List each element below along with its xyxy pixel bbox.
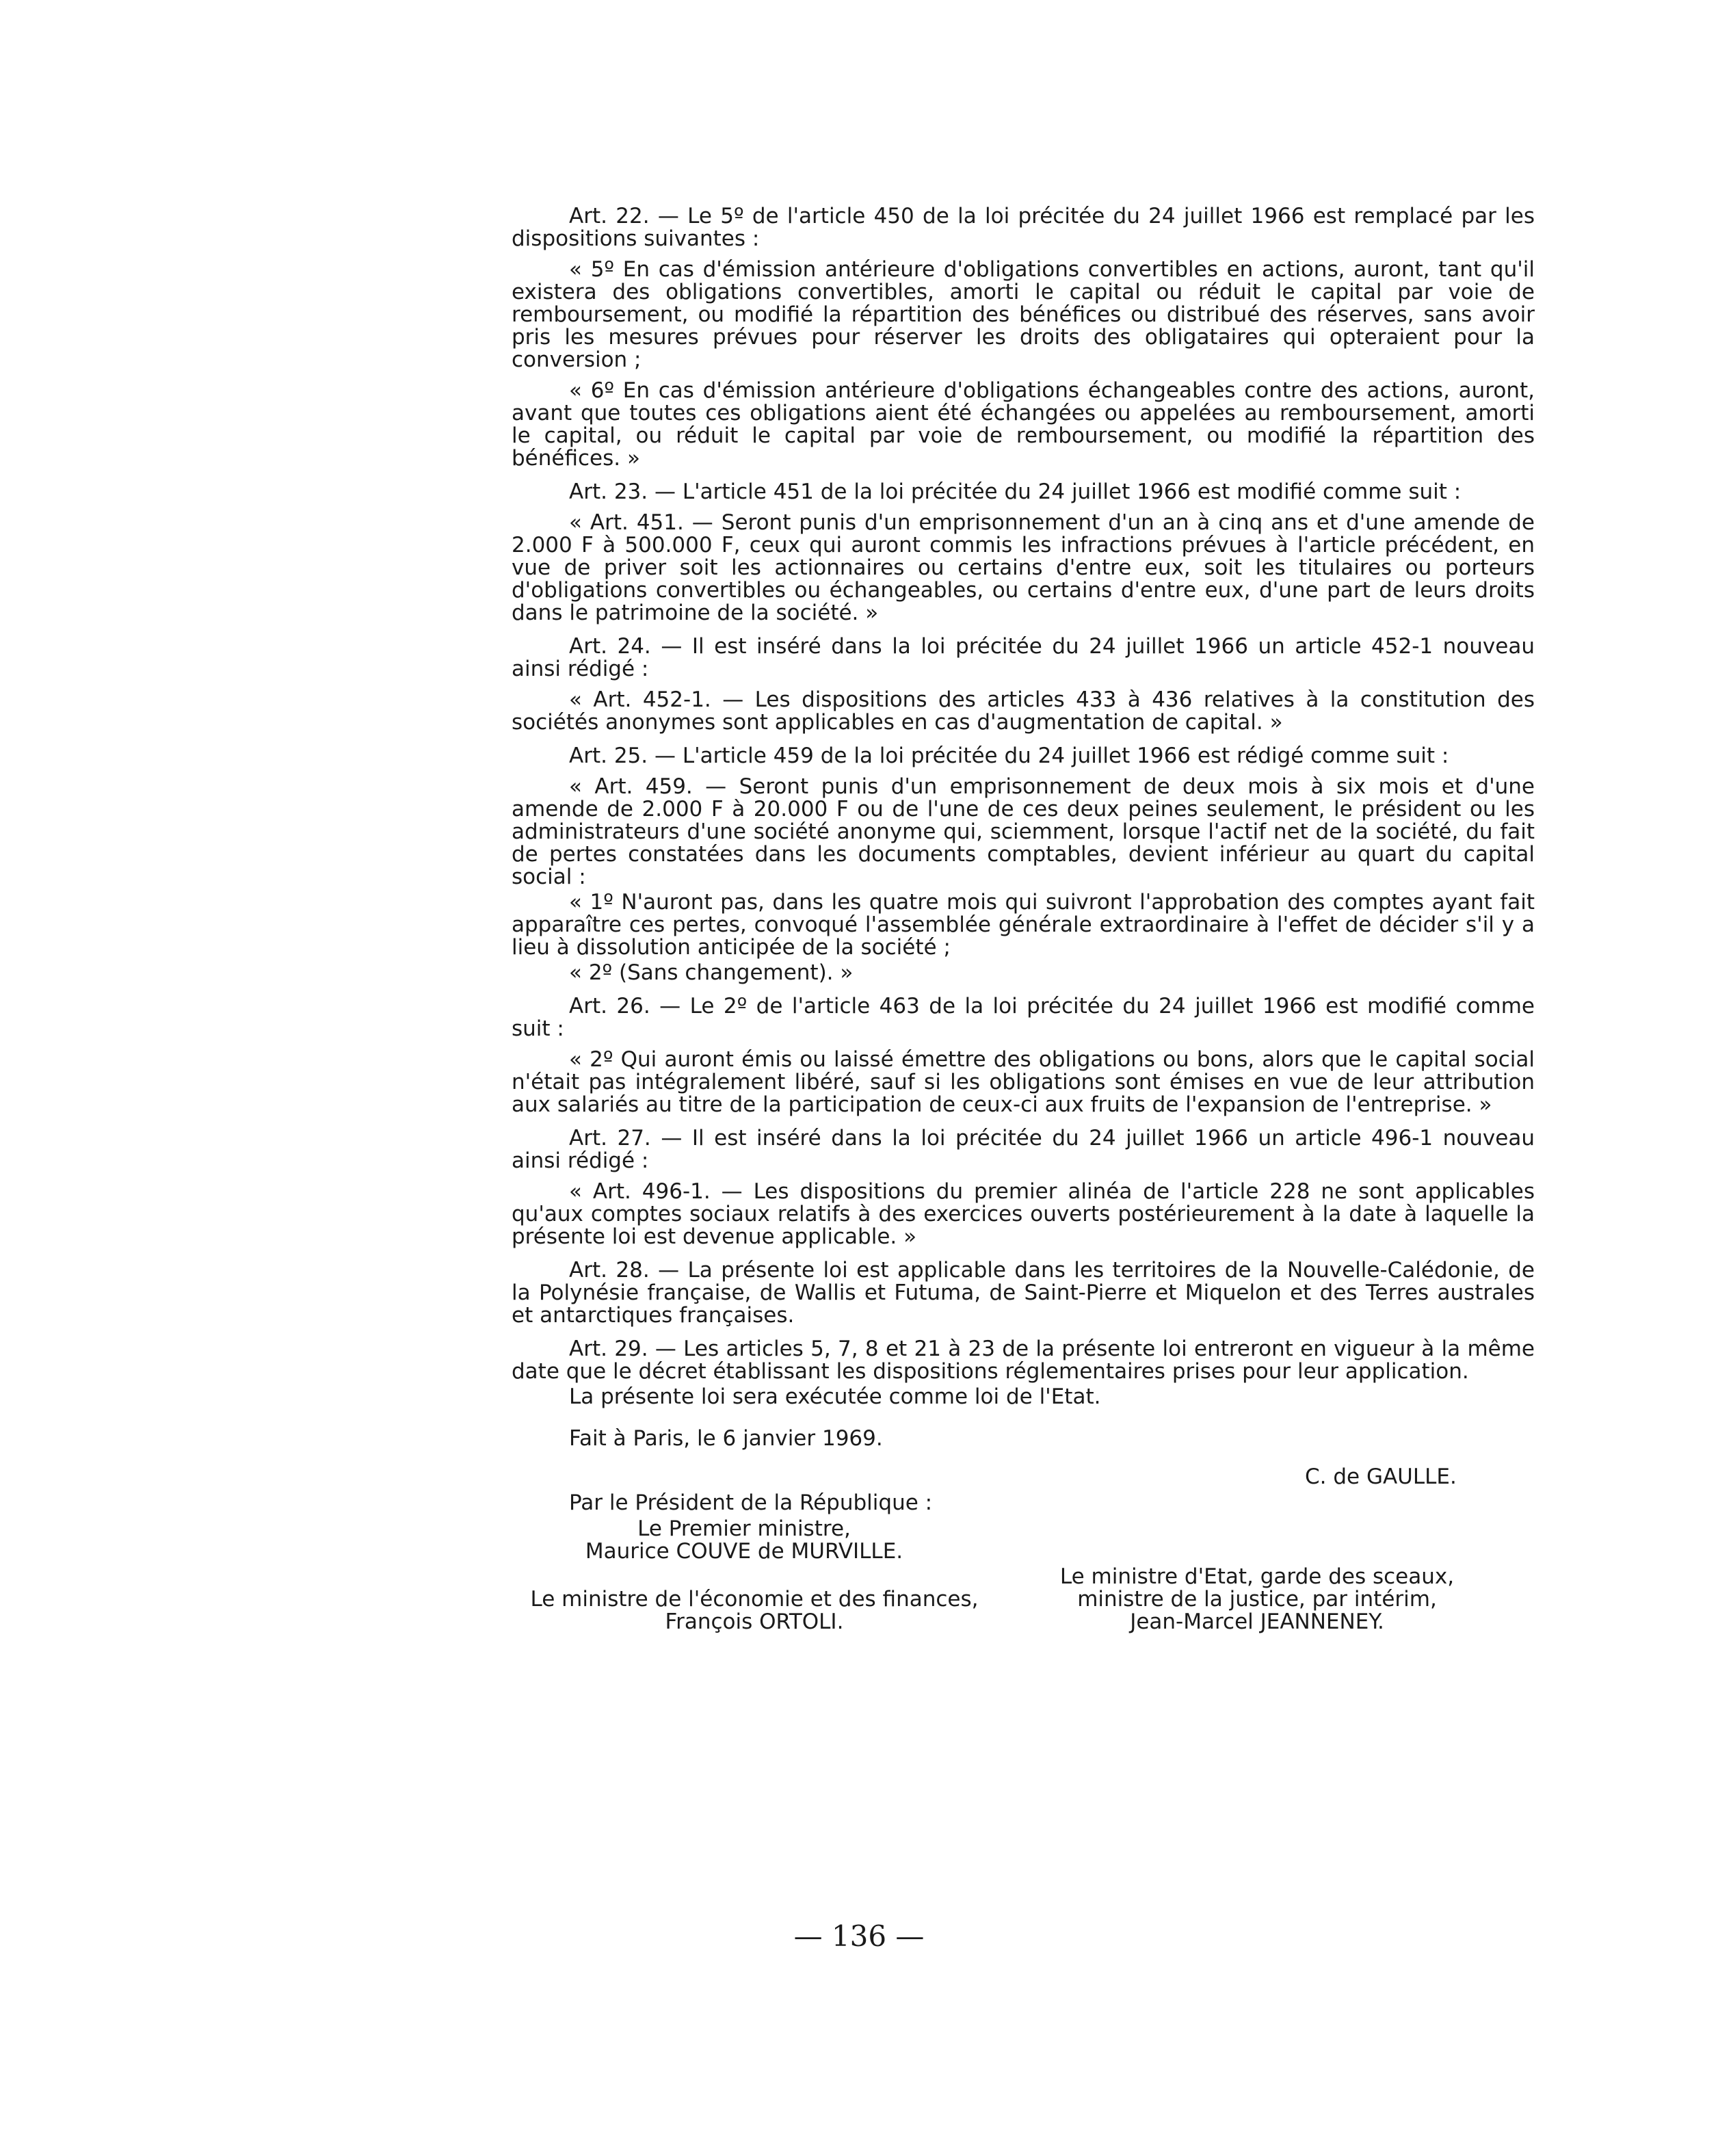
article-24-quote: « Art. 452-1. — Les dispositions des articles 433 à 436 relatives à la constitution des sociétés anonymes sont applicables en cas d'augmentation de capital. » — [512, 687, 1535, 735]
article-25-quote-1: « 1º N'auront pas, dans les quatre mois qui suivront l'approbation des comptes ayant fait apparaître ces pertes, convoqué l'assemblée générale extraordinaire à l'effet de décider s'il y a lieu à dissolution anticipée de la société ; — [512, 890, 1535, 960]
prime-minister-title: Le Premier ministre, — [637, 1516, 851, 1541]
article-25: Art. 25. — L'article 459 de la loi précitée du 24 juillet 1966 est rédigé comme suit : — [569, 744, 1449, 768]
justice-minister-title-2: ministre de la justice, par intérim, — [1077, 1587, 1437, 1612]
place-date: Fait à Paris, le 6 janvier 1969. — [569, 1426, 883, 1451]
article-23-quote: « Art. 451. — Seront punis d'un emprisonnement d'un an à cinq ans et d'une amende de 2.000 F à 500.000 F, ceux qui auront commis les infractions prévues à l'article précédent, en vue de priver soit les actionnaires ou certains d'entre eux, soit les titulaires ou porteurs d'obligations convertibles ou échangeables, ou certains d'entre eux, d'une part de leurs droits dans le patrimoine de la société. » — [512, 510, 1535, 625]
finance-minister-title: Le ministre de l'économie et des finances, — [530, 1587, 979, 1612]
article-28: Art. 28. — La présente loi est applicable dans les territoires de la Nouvelle-Calédonie, de la Polynésie française, de Wallis et Futuma, de Saint-Pierre et Miquelon et des Terres australes et antarctiques françaises. — [512, 1258, 1535, 1328]
article-24: Art. 24. — Il est inséré dans la loi précitée du 24 juillet 1966 un article 452-1 nouveau ainsi rédigé : — [512, 634, 1535, 681]
article-26-quote: « 2º Qui auront émis ou laissé émettre des obligations ou bons, alors que le capital social n'était pas intégralement libéré, sauf si les obligations sont émises en vue de leur attribution aux salariés au titre de la participation de ceux-ci aux fruits de l'expansion de l'entreprise. » — [512, 1047, 1535, 1117]
article-22-quote-6: « 6º En cas d'émission antérieure d'obligations échangeables contre des actions, auront, avant que toutes ces obligations aient été échangées ou appelées au remboursement, amorti le capital, ou réduit le capital par voie de remboursement, ou modifié la répartition des bénéfices. » — [512, 378, 1535, 471]
justice-minister-name: Jean-Marcel JEANNENEY. — [1130, 1609, 1384, 1634]
finance-minister-name: François ORTOLI. — [665, 1609, 844, 1634]
signature-block — [512, 1411, 1535, 1657]
article-23: Art. 23. — L'article 451 de la loi précitée du 24 juillet 1966 est modifié comme suit : — [569, 479, 1462, 504]
article-22: Art. 22. — Le 5º de l'article 450 de la loi précitée du 24 juillet 1966 est remplacé par les dispositions suivantes : — [512, 204, 1535, 251]
page-number: — 136 — — [793, 1919, 925, 1953]
article-25-quote-2: « 2º (Sans changement). » — [569, 960, 854, 985]
article-25-quote: « Art. 459. — Seront punis d'un emprisonnement de deux mois à six mois et d'une amende de 2.000 F à 20.000 F ou de l'une de ces deux peines seulement, le président ou les administrateurs d'une société anonyme qui, sciemment, lorsque l'actif net de la société, du fait de pertes constatées dans les documents comptables, devient inférieur au quart du capital social : — [512, 774, 1535, 889]
document-body — [512, 205, 1535, 1657]
president-signature: C. de GAULLE. — [1305, 1464, 1457, 1489]
by-the-president: Par le Président de la République : — [569, 1490, 933, 1515]
prime-minister-name: Maurice COUVE de MURVILLE. — [585, 1539, 903, 1564]
article-29: Art. 29. — Les articles 5, 7, 8 et 21 à 23 de la présente loi entreront en vigueur à la même date que le décret établissant les dispositions réglementaires prises pour leur application. — [512, 1337, 1535, 1384]
article-27: Art. 27. — Il est inséré dans la loi précitée du 24 juillet 1966 un article 496-1 nouveau ainsi rédigé : — [512, 1126, 1535, 1173]
article-22-quote-5: « 5º En cas d'émission antérieure d'obligations convertibles en actions, auront, tant qu'il existera des obligations convertibles, amorti le capital ou réduit le capital par voie de remboursement, ou modifié la répartition des bénéfices ou distribué des réserves, sans avoir pris les mesures prévues pour réserver les droits des obligataires qui opteraient pour la conversion ; — [512, 257, 1535, 372]
article-27-quote: « Art. 496-1. — Les dispositions du premier alinéa de l'article 228 ne sont applicables qu'aux comptes sociaux relatifs à des exercices ouverts postérieurement à la date à laquelle la présente loi est devenue applicable. » — [512, 1179, 1535, 1249]
article-26: Art. 26. — Le 2º de l'article 463 de la loi précitée du 24 juillet 1966 est modifié comme suit : — [512, 994, 1535, 1041]
justice-minister-title: Le ministre d'Etat, garde des sceaux, — [1059, 1564, 1455, 1589]
execution-clause: La présente loi sera exécutée comme loi de l'Etat. — [569, 1384, 1101, 1409]
